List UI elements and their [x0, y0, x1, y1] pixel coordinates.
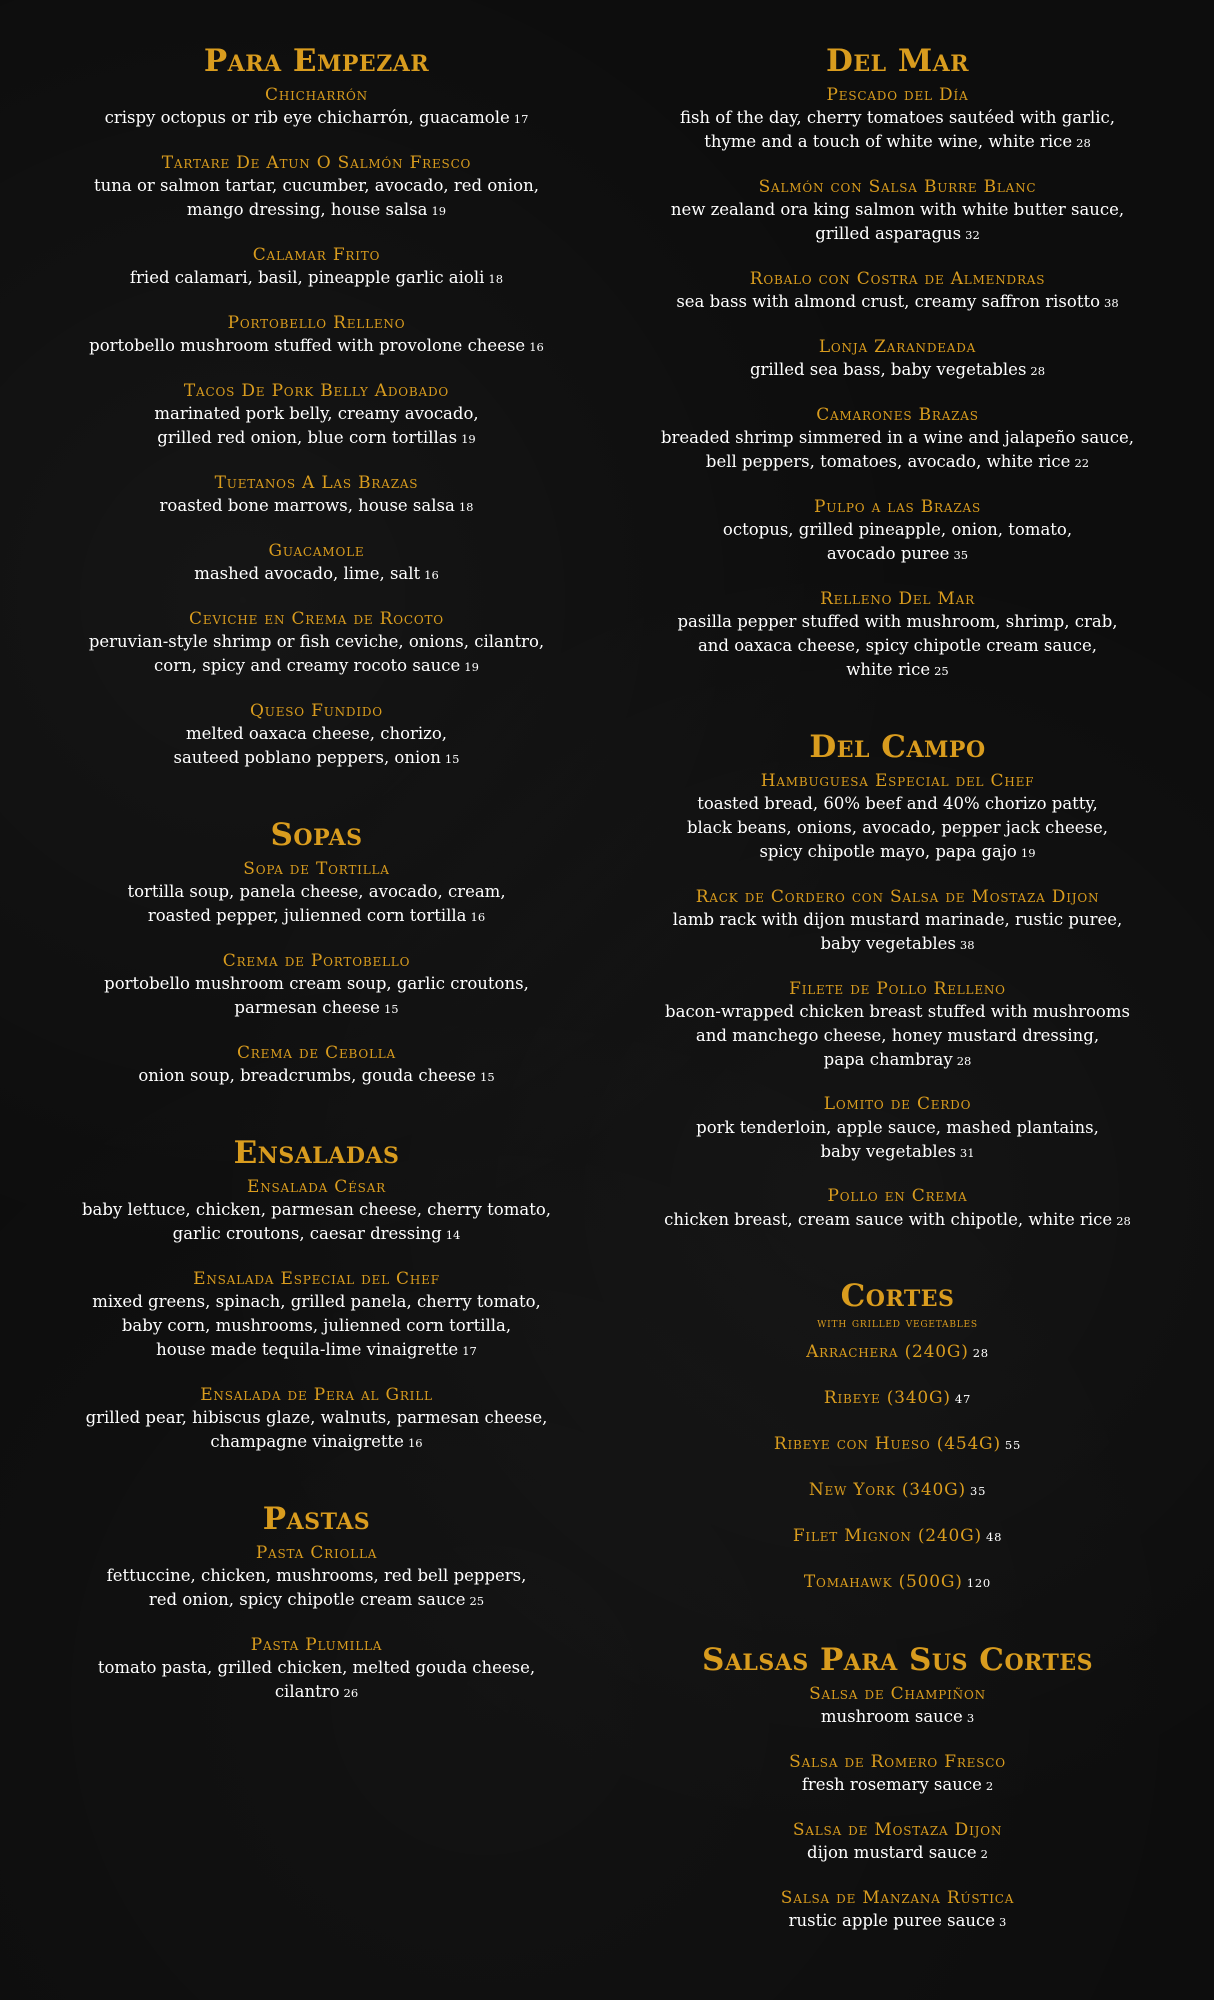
steak-name: Tomahawk (500G)	[803, 1572, 963, 1592]
item-name: Guacamole	[268, 541, 365, 562]
item-description-text: onion soup, breadcrumbs, gouda cheese	[138, 1065, 476, 1085]
item-name: Salsa de Manzana Rústica	[780, 1888, 1015, 1909]
item-description	[40, 722, 593, 770]
item-name: Crema de Portobello	[222, 950, 411, 971]
menu-right-column	[607, 44, 1174, 2000]
item-description	[621, 1705, 1174, 1729]
menu-section-del-campo	[621, 730, 1174, 1254]
item-price: 14	[445, 1228, 461, 1243]
item-name: Lonja Zarandeada	[818, 336, 977, 357]
item-price: 18	[458, 500, 474, 515]
steak-line	[621, 1341, 1174, 1363]
item-name: Camarones Brazas	[816, 405, 979, 425]
item-description	[40, 972, 593, 1020]
item-description	[621, 358, 1174, 382]
menu-item	[621, 1093, 1174, 1163]
item-description	[40, 1290, 593, 1362]
steak-line	[621, 1525, 1174, 1547]
item-price: 19	[431, 204, 447, 219]
steak-name: Arrachera (240G)	[806, 1341, 969, 1362]
item-description-text: fish of the day, cherry tomatoes sautéed with garlic, thyme and a touch of white wine, white rice	[679, 108, 1116, 152]
item-description-text: mushroom sauce	[820, 1707, 963, 1727]
section-subtitle: with grilled vegetables	[817, 1315, 978, 1331]
item-name: Tuetanos A Las Brazas	[214, 473, 419, 494]
section-title: Salsas Para Sus Cortes	[701, 1642, 1094, 1679]
steak-item	[621, 1525, 1174, 1547]
item-price: 2	[980, 1847, 988, 1862]
item-description-text: chicken breast, cream sauce with chipotle, white rice	[664, 1209, 1113, 1229]
item-description-text: melted oaxaca cheese, chorizo, sauteed poblano peppers, onion	[173, 724, 448, 767]
steak-item	[621, 1571, 1174, 1593]
item-price: 19	[1020, 845, 1036, 860]
item-description-text: dijon mustard sauce	[807, 1843, 977, 1863]
item-description-text: fresh rosemary sauce	[801, 1775, 982, 1795]
menu-item	[40, 1384, 593, 1454]
section-title: Para Empezar	[203, 43, 430, 79]
item-name: Salsa de Romero Fresco	[789, 1752, 1006, 1773]
item-price: 3	[966, 1711, 975, 1726]
item-description	[40, 174, 593, 222]
item-name: Queso Fundido	[250, 700, 383, 721]
item-price: 19	[464, 660, 479, 675]
item-price: 26	[343, 1685, 359, 1700]
item-description	[621, 1909, 1174, 1933]
steak-price: 48	[985, 1529, 1003, 1544]
item-price: 28	[956, 1053, 972, 1068]
item-description	[621, 1773, 1174, 1797]
item-description-text: baby lettuce, chicken, parmesan cheese, cherry tomato, garlic croutons, caesar dressing	[81, 1200, 552, 1244]
item-description-text: crispy octopus or rib eye chicharrón, guacamole	[104, 108, 510, 128]
menu-item	[621, 588, 1174, 682]
item-name: Pasta Criolla	[255, 1542, 378, 1563]
steak-item	[621, 1479, 1174, 1501]
menu-item	[621, 1887, 1174, 1933]
item-description-text: pork tenderloin, apple sauce, mashed plantains, baby vegetables	[696, 1117, 1099, 1161]
menu-section-del-mar	[621, 44, 1174, 704]
item-description	[621, 106, 1174, 154]
item-name: Rack de Cordero con Salsa de Mostaza Dijon	[695, 886, 1100, 907]
item-description-text: grilled pear, hibiscus glaze, walnuts, parmesan cheese, champagne vinaigrette	[85, 1407, 548, 1451]
item-description-text: portobello mushroom stuffed with provolone cheese	[89, 336, 526, 356]
item-name: Salmón con Salsa Burre Blanc	[758, 177, 1037, 198]
section-title: Del Campo	[809, 728, 986, 765]
item-description	[40, 334, 593, 358]
item-name: Hambuguesa Especial del Chef	[760, 770, 1035, 791]
section-title: Ensaladas	[233, 1134, 400, 1171]
item-price: 16	[424, 568, 439, 583]
menu-item	[621, 1185, 1174, 1231]
item-name: Lomito de Cerdo	[823, 1094, 972, 1115]
item-price: 32	[965, 228, 980, 243]
item-description-text: tuna or salmon tartar, cucumber, avocado, red onion, mango dressing, house salsa	[94, 176, 539, 220]
menu-item	[621, 978, 1174, 1072]
item-description	[621, 792, 1174, 864]
menu-section-sopas	[40, 818, 593, 1110]
item-description-text: mixed greens, spinach, grilled panela, cherry tomato, baby corn, mushrooms, julienned corn tortilla, house made tequila-lime vinaigrette	[92, 1292, 541, 1359]
menu-item	[40, 950, 593, 1020]
item-description	[40, 1406, 593, 1454]
item-description	[40, 106, 593, 130]
menu-item	[621, 1751, 1174, 1797]
item-price: 16	[529, 340, 544, 355]
item-price: 16	[470, 910, 486, 925]
menu-section-para-empezar	[40, 44, 593, 792]
item-description-text: breaded shrimp simmered in a wine and jalapeño sauce, bell peppers, tomatoes, avocado, white rice	[660, 428, 1135, 472]
item-description-text: marinated pork belly, creamy avocado, grilled red onion, blue corn tortillas	[154, 404, 479, 448]
menu-section-salsas-para-sus-cortes	[621, 1643, 1174, 1955]
menu-item	[40, 858, 593, 928]
item-price: 3	[999, 1915, 1007, 1930]
item-price: 25	[469, 1593, 485, 1608]
item-price: 38	[959, 937, 975, 952]
item-name: Pulpo a las Brazas	[814, 496, 981, 517]
menu-item	[40, 152, 593, 222]
item-price: 15	[444, 752, 460, 766]
menu-section-ensaladas	[40, 1136, 593, 1476]
item-description	[621, 198, 1174, 246]
item-description-text: toasted bread, 60% beef and 40% chorizo patty, black beans, onions, avocado, pepper jack cheese, spicy chipotle mayo, papa gajo	[686, 793, 1109, 861]
item-name: Robalo con Costra de Almendras	[749, 268, 1046, 289]
item-price: 16	[407, 1435, 423, 1450]
item-name: Portobello Relleno	[227, 313, 406, 334]
menu-item	[621, 496, 1174, 566]
menu-item	[621, 176, 1174, 246]
item-description-text: tortilla soup, panela cheese, avocado, cream, roasted pepper, julienned corn tortilla	[127, 882, 506, 926]
item-description-text: sea bass with almond crust, creamy saffron risotto	[676, 292, 1101, 312]
item-description	[40, 402, 593, 450]
item-name: Ensalada César	[246, 1177, 386, 1197]
menu-item	[40, 608, 593, 678]
item-name: Filete de Pollo Relleno	[789, 978, 1006, 999]
item-description	[621, 1116, 1174, 1164]
item-description-text: grilled sea bass, baby vegetables	[749, 360, 1027, 380]
item-name: Relleno Del Mar	[820, 588, 975, 609]
menu-item	[621, 886, 1174, 956]
item-description	[40, 494, 593, 518]
item-description	[621, 1841, 1174, 1865]
menu-item	[621, 404, 1174, 474]
item-description	[40, 1198, 593, 1246]
section-title: Pastas	[262, 1500, 371, 1537]
item-description	[40, 1656, 593, 1704]
item-price: 17	[462, 1343, 477, 1358]
item-description-text: pasilla pepper stuffed with mushroom, shrimp, crab, and oaxaca cheese, spicy chipotle cream sauce, white rice	[677, 611, 1118, 679]
item-description	[40, 562, 593, 586]
item-description-text: fried calamari, basil, pineapple garlic aioli	[129, 268, 485, 288]
menu-left-column	[40, 44, 607, 2000]
menu-item	[621, 84, 1174, 154]
item-name: Tacos De Pork Belly Adobado	[183, 381, 450, 402]
item-price: 19	[461, 432, 476, 447]
menu-item	[621, 336, 1174, 382]
item-name: Sopa de Tortilla	[243, 859, 390, 880]
item-description-text: lamb rack with dijon mustard marinade, rustic puree, baby vegetables	[672, 909, 1123, 953]
item-description-text: tomato pasta, grilled chicken, melted gouda cheese, cilantro	[97, 1657, 536, 1701]
menu-item	[621, 770, 1174, 864]
item-description-text: rustic apple puree sauce	[788, 1911, 996, 1931]
steak-line	[621, 1387, 1174, 1409]
steak-item	[621, 1433, 1174, 1455]
item-price: 18	[488, 272, 504, 287]
menu-section-pastas	[40, 1502, 593, 1726]
steak-name: New York (340G)	[808, 1479, 966, 1500]
item-name: Ensalada de Pera al Grill	[200, 1384, 433, 1405]
item-description	[40, 1064, 593, 1088]
item-description	[40, 880, 593, 928]
steak-price: 47	[954, 1391, 972, 1406]
steak-line	[621, 1571, 1174, 1593]
item-price: 35	[953, 547, 969, 562]
steak-line	[621, 1433, 1174, 1455]
item-name: Salsa de Mostaza Dijon	[792, 1820, 1003, 1841]
menu-item	[40, 1542, 593, 1612]
item-description	[621, 610, 1174, 682]
item-description-text: bacon-wrapped chicken breast stuffed with mushrooms and manchego cheese, honey mustard dressing, papa chambray	[665, 1001, 1130, 1069]
item-price: 15	[480, 1069, 495, 1084]
menu-item	[40, 1634, 593, 1704]
steak-item	[621, 1341, 1174, 1363]
item-description	[40, 1564, 593, 1612]
item-price: 22	[1074, 456, 1090, 471]
item-description	[621, 426, 1174, 474]
menu-item	[40, 380, 593, 450]
item-name: Calamar Frito	[252, 245, 381, 266]
item-description	[621, 1208, 1174, 1232]
item-name: Chicharrón	[265, 85, 368, 106]
steak-price: 28	[972, 1345, 989, 1360]
item-price: 28	[1030, 364, 1046, 379]
item-description	[40, 266, 593, 290]
item-description	[621, 518, 1174, 566]
steak-name: Filet Mignon (240G)	[792, 1525, 982, 1546]
menu-item	[40, 312, 593, 358]
item-description	[621, 908, 1174, 956]
menu-item	[621, 1819, 1174, 1865]
item-description-text: new zealand ora king salmon with white butter sauce, grilled asparagus	[670, 200, 1125, 244]
item-name: Pasta Plumilla	[250, 1634, 383, 1655]
menu-item	[621, 268, 1174, 314]
item-description	[621, 1000, 1174, 1072]
item-name: Salsa de Champiñon	[809, 1684, 986, 1705]
item-description-text: octopus, grilled pineapple, onion, tomato, avocado puree	[722, 520, 1073, 563]
item-price: 28	[1116, 1213, 1131, 1228]
item-name: Ceviche en Crema de Rocoto	[189, 609, 444, 630]
section-title: Sopas	[270, 816, 363, 853]
menu-item	[40, 1042, 593, 1088]
steak-item	[621, 1387, 1174, 1409]
steak-price: 35	[969, 1483, 987, 1498]
item-name: Ensalada Especial del Chef	[193, 1268, 440, 1289]
item-description	[621, 290, 1174, 314]
menu-item	[40, 84, 593, 130]
menu-item	[40, 244, 593, 290]
menu-item	[40, 472, 593, 518]
menu-item	[40, 700, 593, 770]
item-price: 31	[959, 1145, 975, 1160]
steak-name: Ribeye (340G)	[823, 1387, 951, 1408]
item-description-text: fettuccine, chicken, mushrooms, red bell peppers, red onion, spicy chipotle cream sauce	[106, 1565, 527, 1609]
menu-item	[621, 1683, 1174, 1729]
item-price: 25	[934, 663, 949, 678]
steak-name: Ribeye con Hueso (454G)	[773, 1433, 1001, 1454]
item-price: 15	[383, 1001, 399, 1016]
steak-price: 55	[1004, 1437, 1022, 1452]
item-name: Pescado del Día	[826, 85, 969, 106]
item-price: 38	[1104, 296, 1119, 311]
item-description-text: peruvian-style shrimp or fish ceviche, onions, cilantro, corn, spicy and creamy rocoto sauce	[88, 632, 545, 676]
menu-item	[40, 1176, 593, 1246]
item-name: Crema de Cebolla	[237, 1042, 396, 1063]
menu-section-cortes	[621, 1279, 1174, 1617]
item-name: Pollo en Crema	[827, 1186, 968, 1207]
item-name: Tartare De Atun O Salmón Fresco	[161, 153, 472, 174]
item-price: 17	[513, 112, 529, 127]
item-description-text: mashed avocado, lime, salt	[194, 564, 421, 584]
section-title: Del Mar	[825, 43, 970, 79]
item-price: 28	[1076, 136, 1091, 151]
menu-item	[40, 1268, 593, 1362]
item-description	[40, 630, 593, 678]
item-price: 2	[985, 1779, 994, 1794]
steak-price: 120	[966, 1576, 992, 1590]
steak-line	[621, 1479, 1174, 1501]
item-description-text: portobello mushroom cream soup, garlic croutons, parmesan cheese	[104, 974, 529, 1017]
menu-item	[40, 540, 593, 586]
section-title: Cortes	[840, 1278, 955, 1315]
item-description-text: roasted bone marrows, house salsa	[159, 496, 455, 516]
